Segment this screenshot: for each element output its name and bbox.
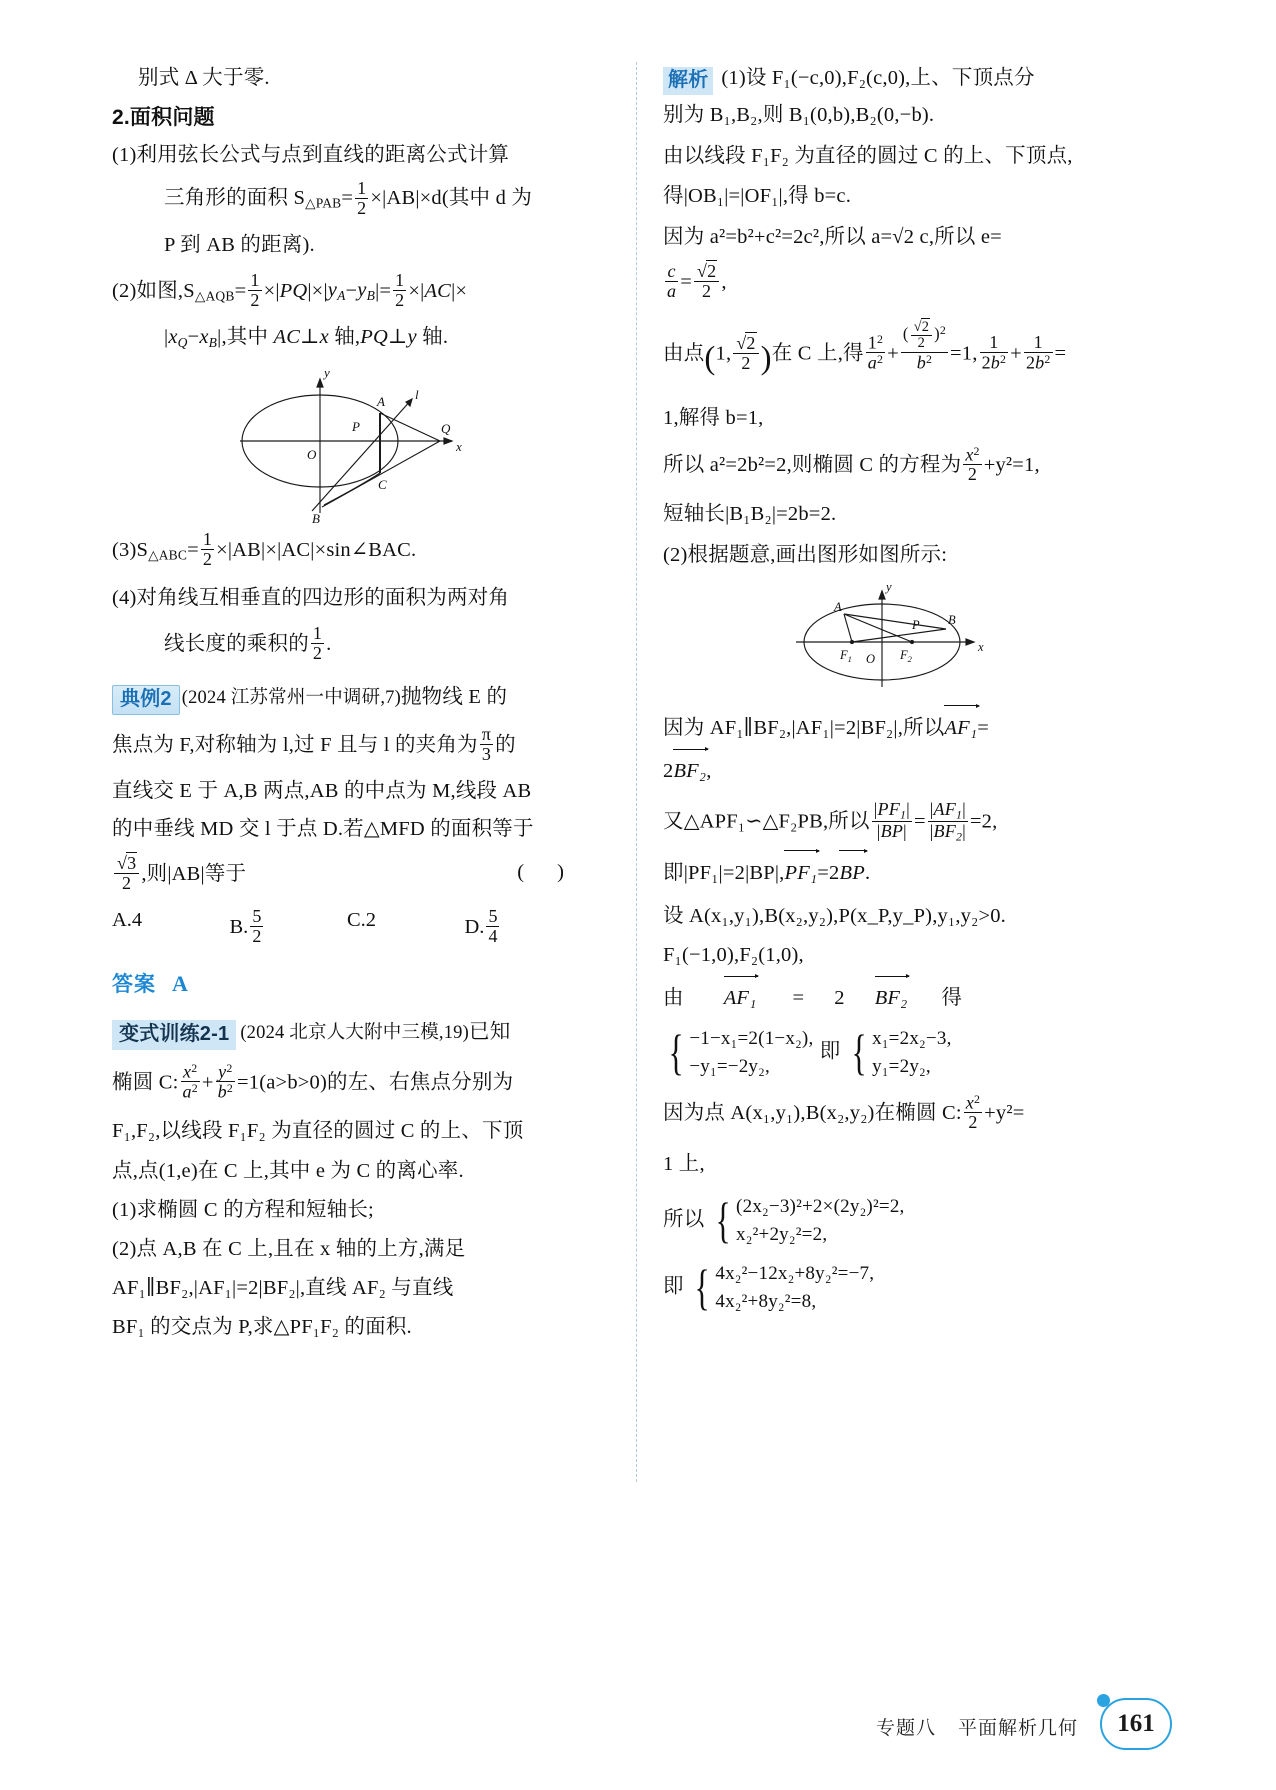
variant-q1: (1)求椭圆 C 的方程和短轴长;: [112, 1198, 374, 1221]
solution-l9-post: +y²=1,: [983, 453, 1040, 476]
x2-over-a2-frac: $\frac{x^2}{a^2}$: [182, 1060, 198, 1102]
example-badge: 典例2: [112, 685, 180, 715]
page-number-badge: [1096, 1698, 1172, 1754]
fig2-label-y: y: [885, 579, 892, 594]
variant-q2-a: (2)点 A,B 在 C 上,且在 x 轴的上方,满足: [112, 1237, 466, 1260]
page-footer: [0, 1698, 1276, 1754]
figure2-container: [663, 579, 1106, 704]
variant-body-1: 已知: [469, 1020, 511, 1043]
item1-b-middle: ×|AB|×d(其中 d 为: [370, 187, 533, 210]
solution-l7-pre: 由点: [663, 342, 705, 365]
solution-line-20: 1 上,: [663, 1152, 705, 1175]
solution-systems-row-1: [663, 1025, 1106, 1080]
variant-body-2-post: =1(a>b>0)的左、右焦点分别为: [237, 1071, 514, 1094]
solution-systems-row-2: [663, 1193, 1106, 1248]
fig2-label-O: O: [865, 651, 875, 666]
item2-line-a: (2)如图,S△AQB= $\frac{1}{2}$ $\times|PQ|\times|y_A-y_B|=$ $\frac{1}{2}$ ×|AC|×: [112, 269, 468, 310]
solution-line-11: (2)根据题意,画出图形如图所示:: [663, 544, 948, 567]
one-half-frac-3: $\frac{1}{2}$: [395, 269, 405, 310]
fig1-label-A: A: [377, 393, 385, 409]
vector-AF1: AF₁: [944, 712, 977, 745]
fig1-label-Q: Q: [441, 420, 451, 436]
system-ji-label: 即: [819, 1040, 841, 1063]
fig1-label-B: B: [312, 510, 320, 526]
answer-value: A: [172, 970, 189, 996]
solution-l22-pre: 即: [663, 1275, 684, 1298]
example-body-5: ,则|AB|等于: [141, 862, 247, 885]
one-half-frac: $\frac{1}{2}$: [357, 177, 367, 218]
fig2-label-F1: $F_1$: [839, 647, 852, 664]
system-4-row-1: 4x₂²−12x₂+8y₂²=−7,: [715, 1263, 875, 1285]
solution-l18-pre: 由: [663, 987, 684, 1010]
variant-q2-c: BF₁ 的交点为 P,求△PF₁F₂ 的面积.: [112, 1316, 412, 1339]
solution-systems-row-3: [663, 1260, 1106, 1315]
variant-line-3: F₁,F₂,以线段 F₁F₂ 为直径的圆过 C 的上、下顶: [112, 1120, 524, 1143]
item4-b-text: 线长度的乘积的: [164, 632, 309, 655]
PF1-over-BP-frac: $\frac{|PF_1|}{|BP|}$: [873, 799, 910, 841]
solution-header-line: [663, 62, 1106, 95]
fig2-label-B: B: [947, 612, 956, 627]
variant-line-2: 椭圆 C: $\frac{x^2}{a^2}$ + $\frac{y^2}{b^2}$ =1(a>b>0)的左、右焦点分别为: [112, 1060, 514, 1102]
example-line-3: 直线交 E 于 A,B 两点,AB 的中点为 M,线段 AB: [112, 780, 532, 803]
variant-badge: 变式训练2-1: [112, 1020, 236, 1050]
vector-AF1-b: AF₁: [724, 982, 757, 1015]
sqrt3-over-2-frac: $\frac{√3}{2}$: [114, 854, 139, 893]
item4-line-b: 线长度的乘积的 $\frac{1}{2}$ .: [164, 622, 332, 663]
c-over-a-frac: $\frac{c}{a}$: [667, 261, 677, 302]
right-column: [636, 62, 1106, 1482]
example-body-1: 抛物线 E 的: [400, 685, 508, 708]
footer-text: [876, 1713, 1078, 1740]
solution-l19-post: +y²=: [984, 1101, 1025, 1124]
solution-l9-pre: 所以 a²=2b²=2,则椭圆 C 的方程为: [663, 453, 962, 476]
vector-BF2: BF₂: [673, 755, 706, 788]
solution-line-13: [663, 755, 1106, 788]
left-column: [112, 62, 582, 1482]
variant-line-4: 点,点(1,e)在 C 上,其中 e 为 C 的离心率.: [112, 1159, 464, 1182]
solution-line-5: 因为 a²=b²+c²=2c²,所以 a=√2 c,所以 e=: [663, 225, 1002, 248]
example-line-2: [112, 723, 582, 766]
solution-l13-pre: 2: [663, 759, 674, 782]
ellipse-tangent-figure: [212, 361, 482, 526]
AF1-over-BF2-frac: $\frac{|AF_1|}{|BF_2|}$: [929, 799, 966, 844]
variant-body-2-pre: 椭圆 C:: [112, 1071, 179, 1094]
choice-D[interactable]: D. $\frac{5}{4}$: [464, 905, 498, 946]
system-2-row-2: y₁=2y₂,: [872, 1056, 931, 1078]
vector-PF1: PF₁: [784, 857, 817, 890]
pi-over-3-frac: $\frac{\pi}{3}$: [481, 723, 492, 764]
solution-l15-post: .: [864, 861, 871, 884]
page-number: 161: [1100, 1698, 1172, 1750]
example-line-4: 的中垂线 MD 交 l 于点 D.若△MFD 的面积等于: [112, 817, 534, 840]
one-half-frac-2: $\frac{1}{2}$: [250, 269, 260, 310]
figure1-container: [112, 361, 582, 526]
solution-l21-pre: 所以: [663, 1208, 705, 1231]
item1-b-prefix: 三角形的面积 S: [164, 187, 306, 210]
item3-postfix: ×|AB|×|AC|×sin∠BAC.: [216, 538, 417, 561]
system-1: { −1−x₁=2(1−x₂), −y₁=−2y₂,: [668, 1024, 814, 1081]
solution-line-17: F₁(−1,0),F₂(1,0),: [663, 943, 804, 966]
system-3-row-1: (2x₂−3)²+2×(2y₂)²=2,: [736, 1196, 905, 1218]
system-3-row-2: x₂²+2y₂²=2,: [736, 1223, 828, 1245]
item2-line-b: $|x_Q-x_B|$,其中 AC⊥x 轴,PQ⊥y 轴.: [164, 326, 449, 351]
two-column-body: [0, 62, 1276, 1482]
item3-subscript: △ABC: [148, 547, 188, 563]
vector-BF2-b: BF₂: [875, 982, 908, 1015]
answer-row: [112, 966, 582, 1002]
x2-over-2-frac-b: $\frac{x^2}{2}$: [965, 1091, 981, 1133]
system-1-row-1: −1−x₁=2(1−x₂),: [689, 1028, 814, 1050]
solution-line-18: [663, 982, 1106, 1015]
fig2-label-x: x: [977, 639, 984, 654]
solution-l12-eq: =: [977, 716, 989, 739]
fig1-label-P: P: [352, 418, 360, 434]
solution-l19-pre: 因为点 A(x₁,y₁),B(x₂,y₂)在椭圆 C:: [663, 1101, 962, 1124]
solution-line-4: 得|OB₁|=|OF₁|,得 b=c.: [663, 184, 852, 207]
solution-l7-mid: 在 C 上,得: [771, 342, 864, 365]
system-4-row-2: 4x₂²+8y₂²=8,: [715, 1291, 817, 1312]
solution-line-6: $\frac{c}{a}$ = $\frac{√2}{2}$ ,: [667, 261, 727, 302]
solution-l15-mid: =2: [817, 861, 840, 884]
fig2-label-P: P: [911, 617, 920, 632]
example-source: (2024 江苏常州一中调研,7): [181, 687, 401, 708]
example-header-line: [112, 681, 582, 715]
solution-l12-pre: 因为 AF₁∥BF₂,|AF₁|=2|BF₂|,所以: [663, 716, 945, 739]
fig2-label-A: A: [833, 599, 842, 614]
item2-a-prefix: (2)如图,S: [112, 279, 195, 302]
example-body-2a: 焦点为 F,对称轴为 l,过 F 且与 l 的夹角为: [112, 733, 478, 756]
system-2: { x₁=2x₂−3, y₁=2y₂,: [851, 1024, 952, 1081]
solution-line-2: 别为 B₁,B₂,则 B₁(0,b),B₂(0,−b).: [663, 104, 935, 127]
x2-over-2-frac: $\frac{x^2}{2}$: [965, 444, 980, 485]
answer-parenthesis: ( ): [517, 860, 578, 883]
footer-topic: 专题八: [875, 1717, 936, 1739]
item1-line-c: P 到 AB 的距离).: [164, 234, 315, 257]
solution-line-1: (1)设 F₁(−c,0),F₂(c,0),上、下顶点分: [721, 67, 1035, 89]
solution-line-15: [663, 857, 1106, 890]
solution-l18-eq: =: [792, 987, 805, 1010]
solution-line-16: 设 A(x₁,y₁),B(x₂,y₂),P(x_P,y_P),y₁,y₂>0.: [663, 904, 1006, 927]
item3-line: (3)S△ABC= $\frac{1}{2}$ ×|AB|×|AC|×sin∠BAC.: [112, 528, 417, 569]
solution-line-3: 由以线段 F₁F₂ 为直径的圆过 C 的上、下顶点,: [663, 145, 1073, 168]
solution-line-14: 又△APF₁∽△F₂PB,所以 $\frac{|PF_1|}{|BP|}$ = $\frac{|AF_1|}{|BF_2|}$ =2,: [663, 799, 998, 844]
solution-line-6-after: ,: [721, 270, 727, 293]
item1-b-subscript: △PAB: [305, 195, 342, 211]
system-4: { 4x₂²−12x₂+8y₂²=−7, 4x₂²+8y₂²=8,: [694, 1259, 875, 1316]
one-half-frac-4: $\frac{1}{2}$: [202, 528, 213, 569]
one-half-frac-5: $\frac{1}{2}$: [312, 622, 323, 663]
fig2-label-F2: $F_2$: [899, 647, 912, 664]
variant-header-line: [112, 1016, 582, 1050]
solution-line-9: [663, 444, 1106, 486]
choice-row: [112, 905, 582, 948]
variant-q2-b: AF₁∥BF₂,|AF₁|=2|BF₂|,直线 AF₂ 与直线: [112, 1277, 454, 1300]
solution-line-10: 短轴长|B₁B₂|=2b=2.: [663, 503, 837, 526]
item1-line-a: (1)利用弦长公式与点到直线的距离公式计算: [112, 144, 510, 167]
continued-line: 别式 Δ 大于零.: [138, 67, 270, 89]
sqrt2-over-2-frac: $\frac{√2}{2}$: [694, 262, 719, 301]
fig1-label-l: l: [415, 386, 419, 402]
solution-line-8: 1,解得 b=1,: [663, 406, 764, 429]
item1-line-b: 三角形的面积 S△PAB= $\frac{1}{2}$ ×|AB|×d(其中 d 为: [164, 177, 533, 218]
solution-line-7: 由点(1, $\frac{√2}{2}$ )在 C 上,得 $\frac{1^2}{a^2}$ + ( $\frac{√2}{2}$ )$^2$ $b^2$ =1, $\frac{1}{2b^2}$ + $\frac{1}{2b^2}$ =: [663, 318, 1067, 377]
solution-l15-pre: 即|PF₁|=2|BP|,: [663, 861, 785, 884]
fig1-label-O: O: [307, 446, 317, 462]
solution-l14-post: =2,: [969, 810, 998, 833]
solution-l18-num: 2: [834, 987, 845, 1010]
choice-A[interactable]: A.4: [112, 908, 143, 931]
item2-a-subscript: △AQB: [194, 288, 235, 304]
variant-source: (2024 北京人大附中三模,19): [240, 1022, 469, 1043]
example-body-2b: 的: [495, 733, 516, 756]
vector-BP: BP: [839, 857, 864, 890]
answer-label: 答案: [112, 972, 156, 996]
solution-l18-post: 得: [941, 987, 963, 1010]
choice-B[interactable]: B. $\frac{5}{2}$: [229, 905, 262, 946]
fig1-label-C: C: [378, 476, 387, 492]
item3-prefix: (3)S: [112, 538, 149, 561]
y2-over-b2-frac: $\frac{y^2}{b^2}$: [217, 1060, 234, 1102]
solution-line-12: [663, 712, 1106, 745]
system-1-row-2: −y₁=−2y₂,: [689, 1056, 770, 1078]
ellipse-foci-figure: [760, 579, 1010, 704]
solution-l13-post: ,: [706, 759, 712, 782]
solution-line-19: [663, 1091, 1106, 1134]
solution-l14-pre: 又△APF₁∽△F₂PB,所以: [663, 810, 870, 833]
footer-title: 平面解析几何: [957, 1717, 1078, 1739]
system-3: { (2x₂−3)²+2×(2y₂)²=2, x₂²+2y₂²=2,: [715, 1192, 905, 1249]
fig1-label-x: x: [456, 438, 462, 454]
choice-C[interactable]: C.2: [347, 908, 377, 931]
system-2-row-1: x₁=2x₂−3,: [872, 1028, 952, 1050]
fig1-label-y: y: [324, 364, 330, 380]
section-heading-2: 2.面积问题: [112, 106, 215, 130]
solution-badge: 解析: [663, 67, 713, 95]
example-line-5: [112, 853, 582, 895]
item4-line-a: (4)对角线互相垂直的四边形的面积为两对角: [112, 587, 510, 610]
